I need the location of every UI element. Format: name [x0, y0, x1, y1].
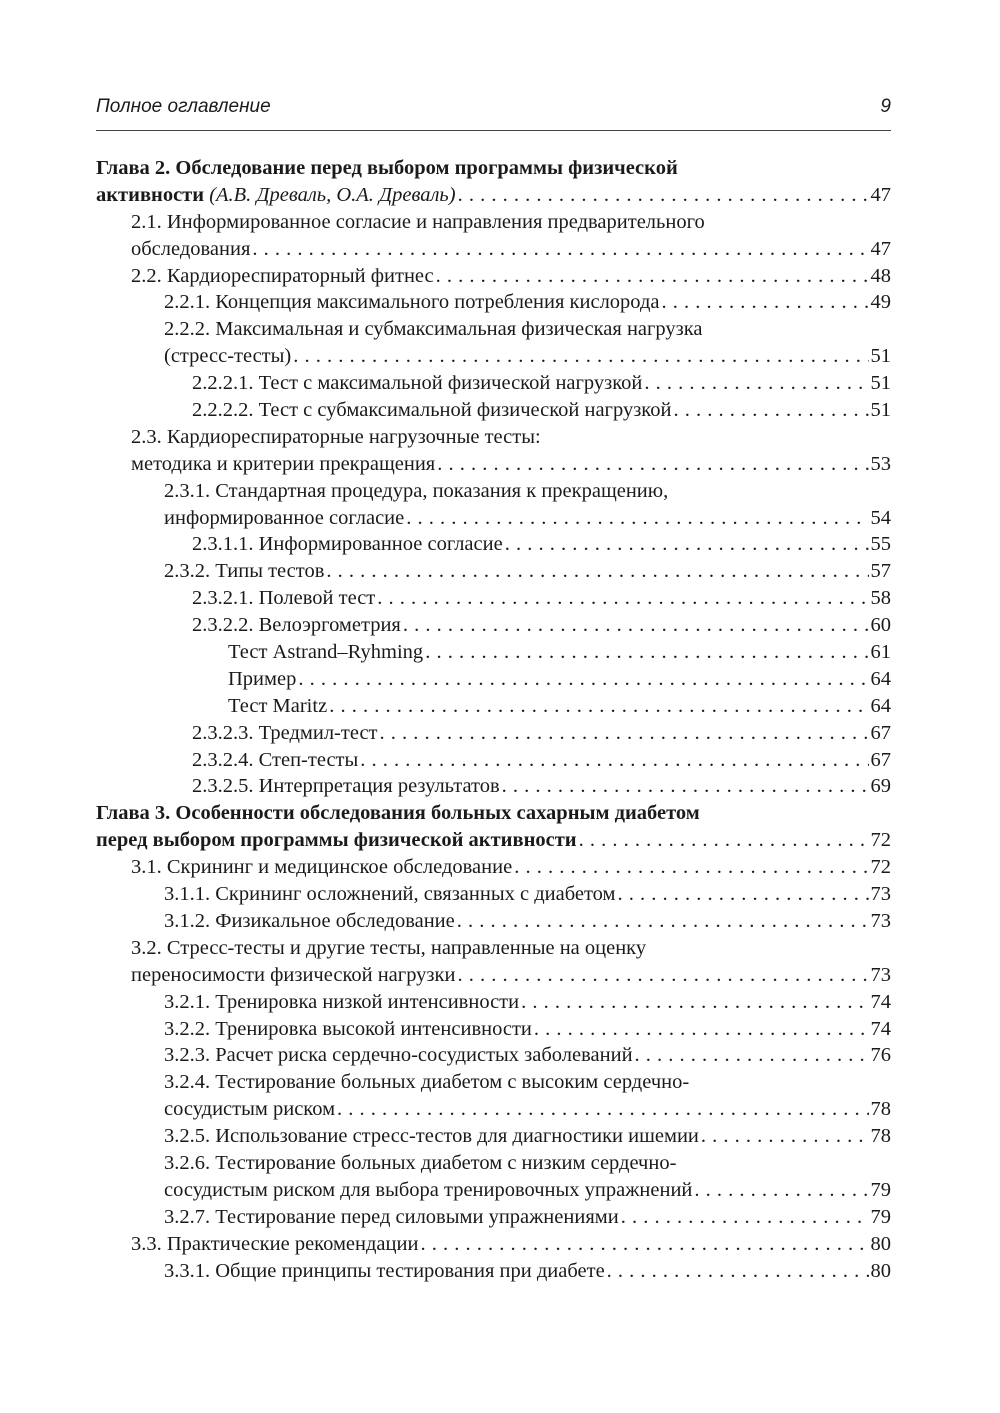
toc-page-number: 54	[870, 506, 891, 529]
toc-chapter-2-title-end: активности	[96, 183, 205, 206]
toc-section-3-2-3[interactable]: 3.2.3. Расчет риска сердечно-сосудистых заболеваний . . . 76	[96, 1042, 891, 1069]
toc-page-number: 67	[870, 748, 891, 771]
toc-section-2-2-2-line1[interactable]: 2.2.2. Максимальная и субмаксимальная физическая нагрузка	[164, 318, 703, 341]
leader-dots	[644, 370, 868, 397]
toc-section-3-1[interactable]: 3.1. Скрининг и медицинское обследование . . . 72	[96, 854, 891, 881]
leader-dots	[534, 1016, 869, 1043]
leader-dots	[436, 263, 869, 290]
leader-dots	[673, 397, 868, 424]
page-number: 9	[880, 96, 891, 117]
toc-page-number: 64	[870, 694, 891, 717]
toc-chapter-3-line1[interactable]: Глава 3. Особенности обследования больных сахарным диабетом	[96, 802, 700, 825]
toc-section-2-3-line1[interactable]: 2.3. Кардиореспираторные нагрузочные тесты:	[131, 425, 541, 448]
toc-page-number: 80	[870, 1232, 891, 1255]
toc-chapter-2-authors: (А.В. Древаль, О.А. Древаль)	[209, 183, 456, 206]
leader-dots	[425, 639, 868, 666]
leader-dots	[457, 962, 868, 989]
leader-dots	[298, 666, 868, 693]
toc-item-maritz[interactable]: Тест Maritz . . . 64	[96, 693, 891, 720]
toc-section-2-3-2-1[interactable]: 2.3.2.1. Полевой тест . . . 58	[96, 585, 891, 612]
leader-dots	[380, 720, 869, 747]
toc-section-2-3-1-line1[interactable]: 2.3.1. Стандартная процедура, показания к прекращению,	[164, 479, 669, 502]
toc-section-3-2-7[interactable]: 3.2.7. Тестирование перед силовыми упражнениями . . . 79	[96, 1204, 891, 1231]
toc-section-2-1-line1[interactable]: 2.1. Информированное согласие и направления предварительного	[131, 210, 705, 233]
header-rule	[96, 130, 891, 131]
toc-section-2-3-line2[interactable]: методика и критерии прекращения . . . 53	[96, 451, 891, 478]
leader-dots	[521, 989, 868, 1016]
toc-page-number: 79	[870, 1205, 891, 1228]
leader-dots	[514, 854, 868, 881]
running-header-title: Полное оглавление	[96, 96, 271, 117]
toc-section-3-2-2[interactable]: 3.2.2. Тренировка высокой интенсивности . . . 74	[96, 1016, 891, 1043]
leader-dots	[505, 531, 869, 558]
leader-dots	[618, 881, 869, 908]
toc-page-number: 74	[870, 990, 891, 1013]
toc-section-2-2-1[interactable]: 2.2.1. Концепция максимального потребления кислорода . . . 49	[96, 289, 891, 316]
table-of-contents	[96, 155, 891, 1284]
leader-dots	[701, 1123, 869, 1150]
toc-section-3-1-1[interactable]: 3.1.1. Скрининг осложнений, связанных с диабетом . . . 73	[96, 881, 891, 908]
toc-section-2-3-1-line2[interactable]: информированное согласие . . . 54	[96, 505, 891, 532]
toc-page-number: 61	[870, 641, 891, 664]
toc-section-2-3-2-3[interactable]: 2.3.2.3. Тредмил-тест . . . 67	[96, 720, 891, 747]
toc-section-3-3-1[interactable]: 3.3.1. Общие принципы тестирования при диабете . . . 80	[96, 1258, 891, 1285]
toc-section-2-2-2-2[interactable]: 2.2.2.2. Тест с субмаксимальной физической нагрузкой . . . 51	[96, 397, 891, 424]
toc-page-number: 60	[870, 614, 891, 637]
toc-page-number: 74	[870, 1017, 891, 1040]
leader-dots	[579, 827, 869, 854]
toc-section-3-2-1[interactable]: 3.2.1. Тренировка низкой интенсивности . . . 74	[96, 989, 891, 1016]
toc-page-number: 69	[870, 775, 891, 798]
leader-dots	[329, 693, 868, 720]
toc-section-3-2-6-line2[interactable]: сосудистым риском для выбора тренировочных упражнений . . . 79	[96, 1177, 891, 1204]
toc-chapter-2-line2[interactable]	[96, 182, 891, 209]
toc-page-number: 51	[870, 345, 891, 368]
toc-page-number: 47	[870, 237, 891, 260]
leader-dots	[694, 1177, 868, 1204]
toc-section-2-1-line2[interactable]: обследования . . . 47	[96, 236, 891, 263]
toc-page-number: 49	[870, 291, 891, 314]
toc-section-3-2-line1[interactable]: 3.2. Стресс-тесты и другие тесты, направленные на оценку	[131, 936, 647, 959]
toc-section-3-2-line2[interactable]: переносимости физической нагрузки . . . 73	[96, 962, 891, 989]
leader-dots	[662, 289, 869, 316]
toc-page-number: 80	[870, 1259, 891, 1282]
toc-section-2-3-2[interactable]: 2.3.2. Типы тестов . . . 57	[96, 558, 891, 585]
toc-section-3-2-5[interactable]: 3.2.5. Использование стресс-тестов для диагностики ишемии . . . 78	[96, 1123, 891, 1150]
toc-item-example[interactable]: Пример . . . 64	[96, 666, 891, 693]
leader-dots	[607, 1258, 869, 1285]
toc-page-number: 73	[870, 909, 891, 932]
toc-page-number: 67	[870, 721, 891, 744]
toc-page-number: 79	[870, 1178, 891, 1201]
toc-section-2-3-2-4[interactable]: 2.3.2.4. Степ-тесты . . . 67	[96, 747, 891, 774]
toc-section-3-3[interactable]: 3.3. Практические рекомендации . . . 80	[96, 1231, 891, 1258]
leader-dots	[326, 558, 868, 585]
toc-page-number: 76	[870, 1044, 891, 1067]
toc-section-3-2-4-line2[interactable]: сосудистым риском . . . 78	[96, 1096, 891, 1123]
leader-dots	[635, 1042, 869, 1069]
toc-section-3-1-2[interactable]: 3.1.2. Физикальное обследование . . . 73	[96, 908, 891, 935]
leader-dots	[337, 1096, 868, 1123]
toc-page-number: 78	[870, 1125, 891, 1148]
toc-section-3-2-6-line1[interactable]: 3.2.6. Тестирование больных диабетом с низким сердечно-	[164, 1151, 677, 1174]
leader-dots	[360, 747, 868, 774]
toc-page-number: 53	[870, 452, 891, 475]
leader-dots	[458, 182, 869, 209]
leader-dots	[420, 1231, 868, 1258]
toc-page-number: 47	[870, 183, 891, 206]
toc-section-2-2-2-line2[interactable]: (стресс-тесты) . . . 51	[96, 343, 891, 370]
leader-dots	[621, 1204, 869, 1231]
toc-page-number: 55	[870, 533, 891, 556]
toc-page-number: 51	[870, 372, 891, 395]
toc-item-astrand[interactable]: Тест Astrand–Ryhming . . . 61	[96, 639, 891, 666]
toc-page-number: 78	[870, 1098, 891, 1121]
toc-page-number: 57	[870, 560, 891, 583]
toc-page-number: 73	[870, 883, 891, 906]
toc-page-number: 58	[870, 587, 891, 610]
toc-page-number: 72	[870, 829, 891, 852]
toc-chapter-2-line1[interactable]: Глава 2. Обследование перед выбором программы физической	[96, 157, 678, 179]
leader-dots	[437, 451, 868, 478]
toc-section-2-3-2-2[interactable]: 2.3.2.2. Велоэргометрия . . . 60	[96, 612, 891, 639]
leader-dots	[403, 612, 869, 639]
toc-page-number: 64	[870, 667, 891, 690]
toc-page-number: 72	[870, 856, 891, 879]
leader-dots	[406, 505, 868, 532]
toc-section-3-2-4-line1[interactable]: 3.2.4. Тестирование больных диабетом с высоким сердечно-	[164, 1071, 690, 1094]
toc-section-2-2-2-1[interactable]: 2.2.2.1. Тест с максимальной физической нагрузкой . . . 51	[96, 370, 891, 397]
leader-dots	[293, 343, 868, 370]
leader-dots	[377, 585, 868, 612]
toc-section-2-2[interactable]: 2.2. Кардиореспираторный фитнес . . . 48	[96, 263, 891, 290]
leader-dots	[252, 236, 868, 263]
leader-dots	[457, 908, 869, 935]
running-header	[96, 96, 891, 122]
toc-chapter-3-line2[interactable]: перед выбором программы физической активности . . . 72	[96, 827, 891, 854]
toc-section-2-3-1-1[interactable]: 2.3.1.1. Информированное согласие . . . 55	[96, 531, 891, 558]
toc-page-number: 51	[870, 399, 891, 422]
toc-page-number: 48	[870, 264, 891, 287]
leader-dots	[502, 773, 869, 800]
toc-page-number: 73	[870, 963, 891, 986]
toc-section-2-3-2-5[interactable]: 2.3.2.5. Интерпретация результатов . . . 69	[96, 773, 891, 800]
